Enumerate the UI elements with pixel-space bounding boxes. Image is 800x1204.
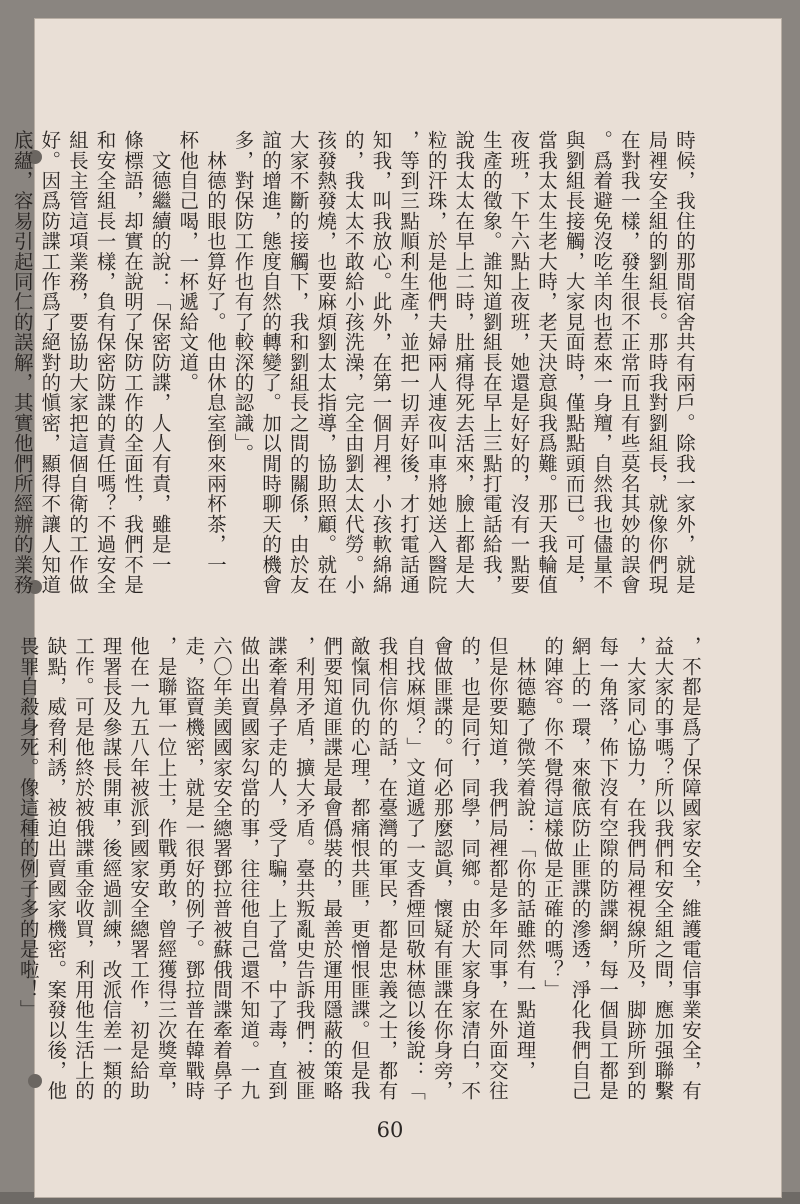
text-column: 工作。可是他終於被俄諜重金收買，利用他生活上的: [71, 636, 95, 1101]
text-column: 條標語，却實在說明了保防工作的全面性，我們不是: [121, 130, 145, 595]
text-column: 與劉組長接觸，大家見面時，僅點點頭而已。可是，: [562, 130, 586, 595]
text-column: 益大家的事嗎？所以我們和安全組之間，應加强聯繫: [651, 636, 675, 1101]
page-number: 60: [376, 1118, 404, 1142]
text-column: 自找麻煩？」文道遞了一支香煙回敬林德以後說：「: [403, 636, 427, 1101]
text-column: 每一角落，佈下沒有空隙的防諜網，每一個員工都是: [596, 636, 620, 1101]
text-column: 網上的一環，來徹底防止匪諜的滲透，淨化我們自己: [568, 636, 592, 1101]
text-column: 六〇年美國國家安全總署鄧拉普被蘇俄間諜牽着鼻子: [209, 636, 233, 1101]
text-column: ，是聯軍一位上士，作戰勇敢，曾經獲得三次獎章，: [154, 636, 178, 1101]
text-column: 走，盜賣機密，就是一很好的例子。鄧拉普在韓戰時: [182, 636, 206, 1101]
text-column: 當我太太生老大時，老天決意與我爲難。那天我輪值: [535, 130, 559, 595]
text-column: 敵愾同仇的心理，都痛恨共匪，更憎恨匪諜。但是我: [347, 636, 371, 1101]
text-column: 做出出賣國家勾當的事，往往他自己還不知道。一九: [237, 636, 261, 1101]
book-page: [10, 18, 782, 1198]
text-column: 他在一九五八年被派到國家安全總署工作，初是給助: [127, 636, 151, 1101]
text-column: 組長主管這項業務，要協助大家把這個自衛的工作做: [65, 130, 89, 595]
text-column: 理署長及參謀長開車，後經過訓練，改派信差一類的: [99, 636, 123, 1101]
text-column: 的陣容。你不覺得這樣做是正確的嗎？」: [541, 636, 565, 1000]
text-column: 好。因爲防諜工作爲了絕對的愼密，顯得不讓人知道: [38, 130, 62, 595]
text-column: 的，也是同行，同學，同鄉。由於大家身家清白，不: [458, 636, 482, 1101]
text-column: 的，我太太不敢給小孩洗澡，完全由劉太太代勞。小: [341, 130, 365, 595]
text-column: 時候，我住的那間宿舍共有兩戶。除我一家外，就是: [673, 130, 696, 595]
text-column: 我相信你的話，在臺灣的軍民，都是忠義之士，都有: [375, 636, 399, 1101]
text-column: ，等到三點順利生產，並把一切弄好後，才打電話通: [397, 130, 421, 595]
text-column: 們要知道匪諜是最會僞裝的，最善於運用隱蔽的策略: [320, 636, 344, 1101]
text-column: 諜牽着鼻子走的人，受了騙，上了當，中了毒，直到: [265, 636, 289, 1101]
text-column: ，大家同心協力，在我們局裡視線所及，脚跡所到的: [623, 636, 647, 1101]
text-column: 夜班，下午六點上夜班，她還是好好的，沒有一點要: [507, 130, 531, 595]
text-column: 畏罪自殺身死。像這種的例子多的是啦！」: [16, 636, 40, 1020]
text-column: 在對我一樣，發生很不正常而且有些莫名其妙的誤會: [617, 130, 641, 595]
text-column: 多，對保防工作也有了較深的認識」。: [231, 130, 255, 464]
text-column: 說我太太在早上二時，肚痛得死去活來，臉上都是大: [452, 130, 476, 595]
lower-text-block: [14, 636, 704, 1136]
text-column: 。爲着避免沒吃羊肉也惹來一身羶，自然我也儘量不: [590, 130, 614, 595]
text-column: 但是你要知道，我們局裡都是多年同事，在外面交往: [485, 636, 509, 1101]
text-column: 局裡安全組的劉組長。那時我對劉組長，就像你們現: [645, 130, 669, 595]
text-column: 生產的徵象。誰知道劉組長在早上三點打電話給我，: [479, 130, 503, 595]
text-column: 會做匪諜的。何必那麼認眞，懷疑有匪諜在你身旁，: [430, 636, 454, 1101]
text-column: 粒的汗珠，於是他們夫婦兩人連夜叫車將她送入醫院: [424, 130, 448, 595]
text-column: 底蘊，容易引起同仁的誤解，其實他們所經辦的業務: [10, 130, 34, 595]
upper-text-block: [8, 130, 698, 630]
text-column: 文德繼續的說：「保密防諜，人人有責，雖是一: [148, 130, 172, 575]
text-column: 大家不斷的接觸下，我和劉組長之間的關係，由於友: [286, 130, 310, 595]
text-column: ，利用矛盾，擴大矛盾。臺共叛亂史告訴我們：被匪: [292, 636, 316, 1101]
text-column: 缺點，威脅利誘，被迫出賣國家機密。案發以後，他: [44, 636, 68, 1101]
text-column: 林德的眼也算好了。他由休息室倒來兩杯茶，一: [203, 130, 227, 575]
text-column: 和安全組長一樣，負有保密防諜的責任嗎？不過安全: [93, 130, 117, 595]
text-column: ，不都是爲了保障國家安全，維護電信事業安全，有: [679, 636, 702, 1101]
text-column: 杯他自己喝，一杯遞給文道。: [176, 130, 200, 393]
text-column: 孩發熱發燒，也要麻煩劉太太指導，協助照顧。就在: [314, 130, 338, 595]
text-column: 誼的增進，態度自然的轉變了。加以閒時聊天的機會: [259, 130, 283, 595]
text-column: 林德聽了微笑着說：「你的話雖然有一點道理，: [513, 636, 537, 1081]
text-column: 知我，叫我放心。此外，在第一個月裡，小孩軟綿綿: [369, 130, 393, 595]
